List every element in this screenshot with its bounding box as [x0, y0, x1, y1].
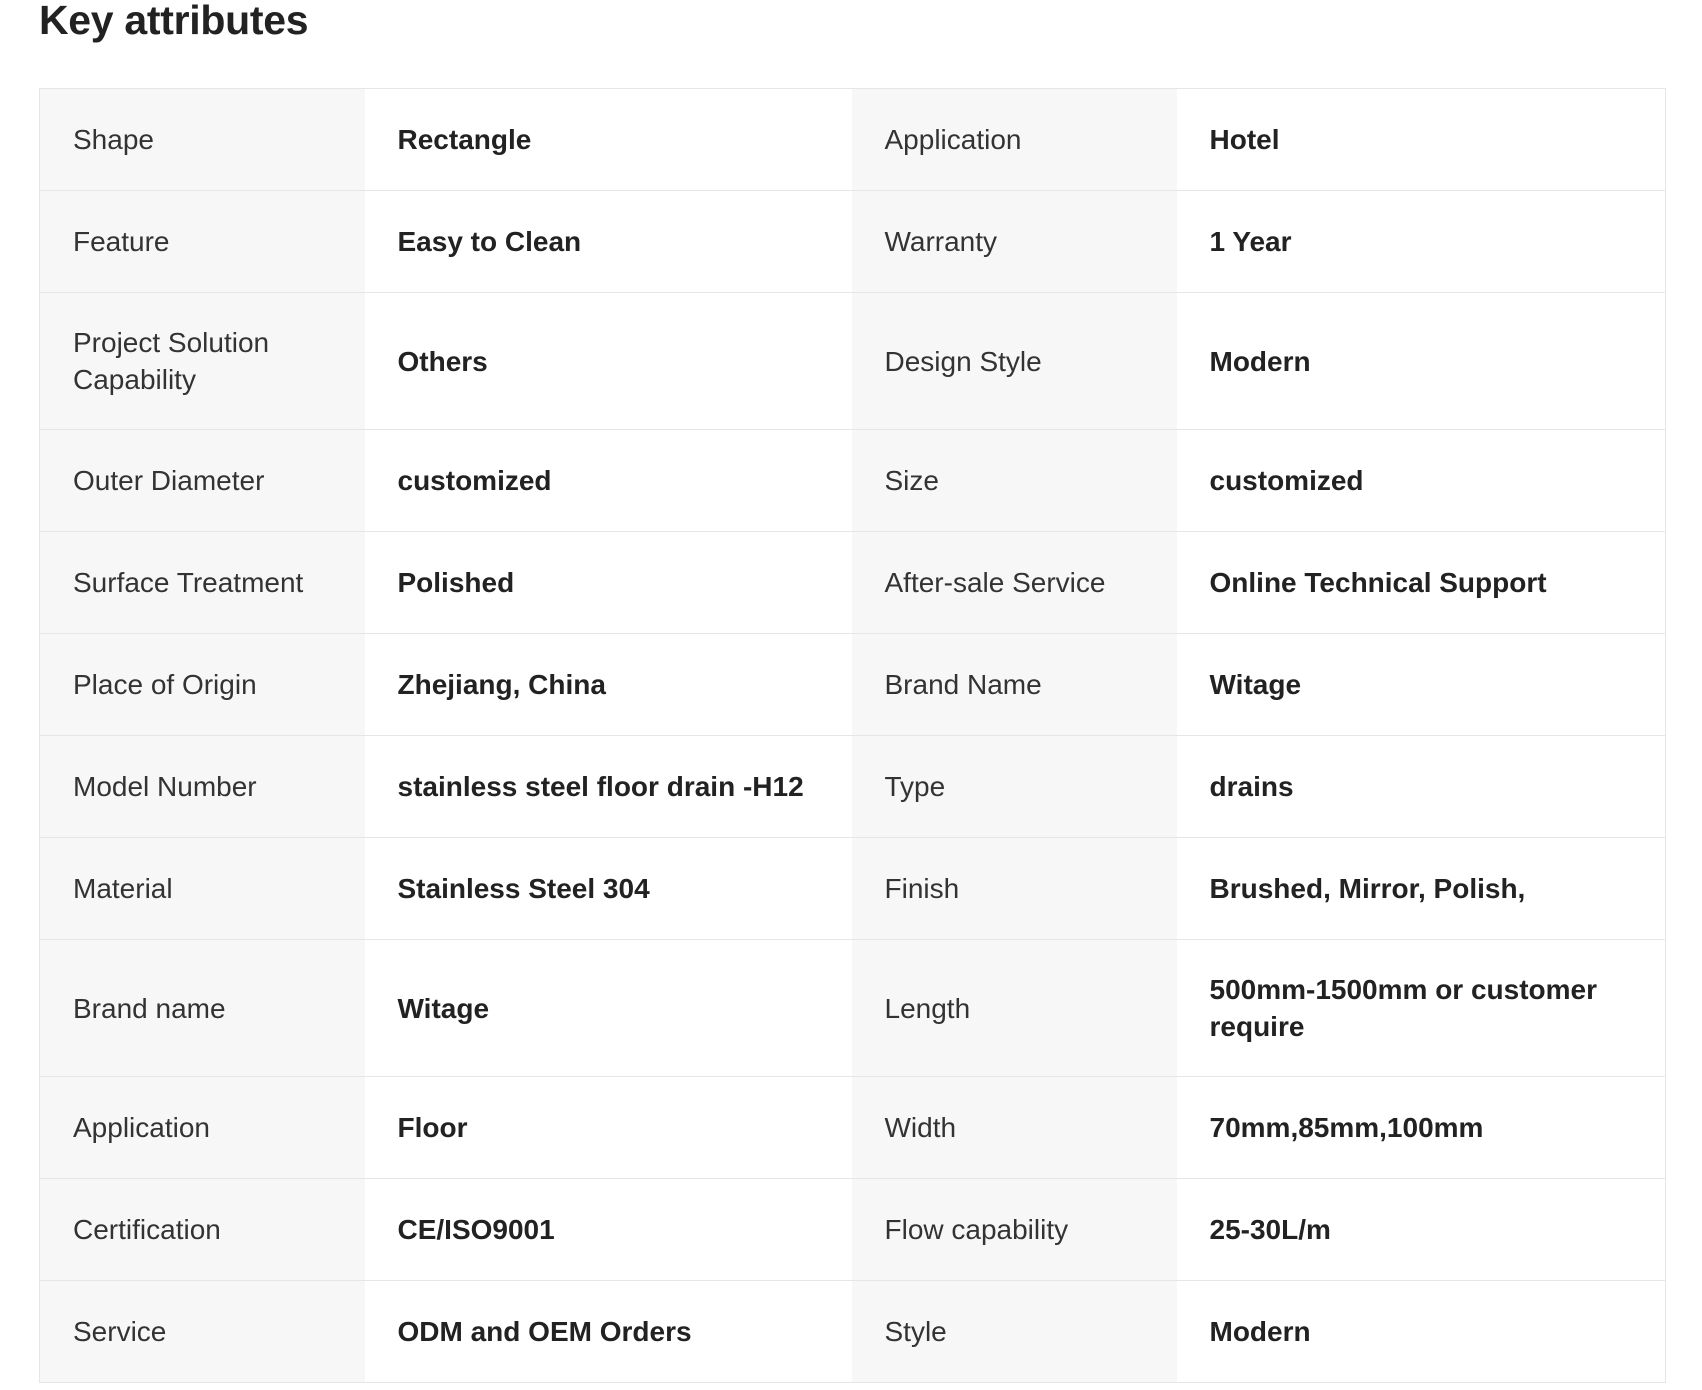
attribute-value: stainless steel floor drain -H12: [365, 736, 852, 838]
attribute-label: Brand name: [40, 940, 365, 1077]
attribute-value: Polished: [365, 532, 852, 634]
attribute-value: Others: [365, 293, 852, 430]
attribute-label: Design Style: [852, 293, 1177, 430]
attribute-value: 70mm,85mm,100mm: [1177, 1077, 1666, 1179]
attribute-label: After-sale Service: [852, 532, 1177, 634]
attribute-label: Length: [852, 940, 1177, 1077]
attribute-value: Floor: [365, 1077, 852, 1179]
attribute-label: Warranty: [852, 191, 1177, 293]
attribute-row: [40, 940, 1666, 1077]
attribute-value: Zhejiang, China: [365, 634, 852, 736]
attribute-value: ODM and OEM Orders: [365, 1281, 852, 1383]
attribute-row: [40, 1179, 1666, 1281]
attribute-label: Application: [852, 89, 1177, 191]
attribute-label: Material: [40, 838, 365, 940]
attribute-label: Width: [852, 1077, 1177, 1179]
attribute-value: Rectangle: [365, 89, 852, 191]
section-title: Key attributes: [39, 0, 309, 43]
attribute-row: [40, 838, 1666, 940]
attribute-value: Stainless Steel 304: [365, 838, 852, 940]
key-attributes-table: [39, 88, 1666, 1383]
attribute-label: Finish: [852, 838, 1177, 940]
attribute-value: 1 Year: [1177, 191, 1666, 293]
attribute-value: 500mm-1500mm or customer require: [1177, 940, 1666, 1077]
attribute-label: Service: [40, 1281, 365, 1383]
attribute-value: Easy to Clean: [365, 191, 852, 293]
attribute-label: Flow capability: [852, 1179, 1177, 1281]
attribute-value: Brushed, Mirror, Polish,: [1177, 838, 1666, 940]
attribute-label: Feature: [40, 191, 365, 293]
attribute-value: Modern: [1177, 293, 1666, 430]
attribute-label: Brand Name: [852, 634, 1177, 736]
attribute-row: [40, 293, 1666, 430]
attribute-row: [40, 191, 1666, 293]
attribute-value: Witage: [1177, 634, 1666, 736]
attribute-value: drains: [1177, 736, 1666, 838]
attribute-row: [40, 1281, 1666, 1383]
attribute-row: [40, 532, 1666, 634]
attribute-value: 25-30L/m: [1177, 1179, 1666, 1281]
attribute-label: Certification: [40, 1179, 365, 1281]
attribute-label: Type: [852, 736, 1177, 838]
attribute-row: [40, 736, 1666, 838]
attribute-row: [40, 430, 1666, 532]
attribute-value: Witage: [365, 940, 852, 1077]
attribute-row: [40, 634, 1666, 736]
attribute-value: Modern: [1177, 1281, 1666, 1383]
attribute-label: Shape: [40, 89, 365, 191]
attribute-value: Hotel: [1177, 89, 1666, 191]
attribute-label: Place of Origin: [40, 634, 365, 736]
attribute-value: CE/ISO9001: [365, 1179, 852, 1281]
attribute-value: Online Technical Support: [1177, 532, 1666, 634]
attribute-label: Surface Treatment: [40, 532, 365, 634]
attribute-label: Application: [40, 1077, 365, 1179]
attribute-value: customized: [365, 430, 852, 532]
attribute-row: [40, 1077, 1666, 1179]
attribute-label: Project Solution Capability: [40, 293, 365, 430]
attribute-label: Style: [852, 1281, 1177, 1383]
attribute-value: customized: [1177, 430, 1666, 532]
attribute-row: [40, 89, 1666, 191]
attribute-label: Outer Diameter: [40, 430, 365, 532]
attribute-label: Size: [852, 430, 1177, 532]
attribute-label: Model Number: [40, 736, 365, 838]
